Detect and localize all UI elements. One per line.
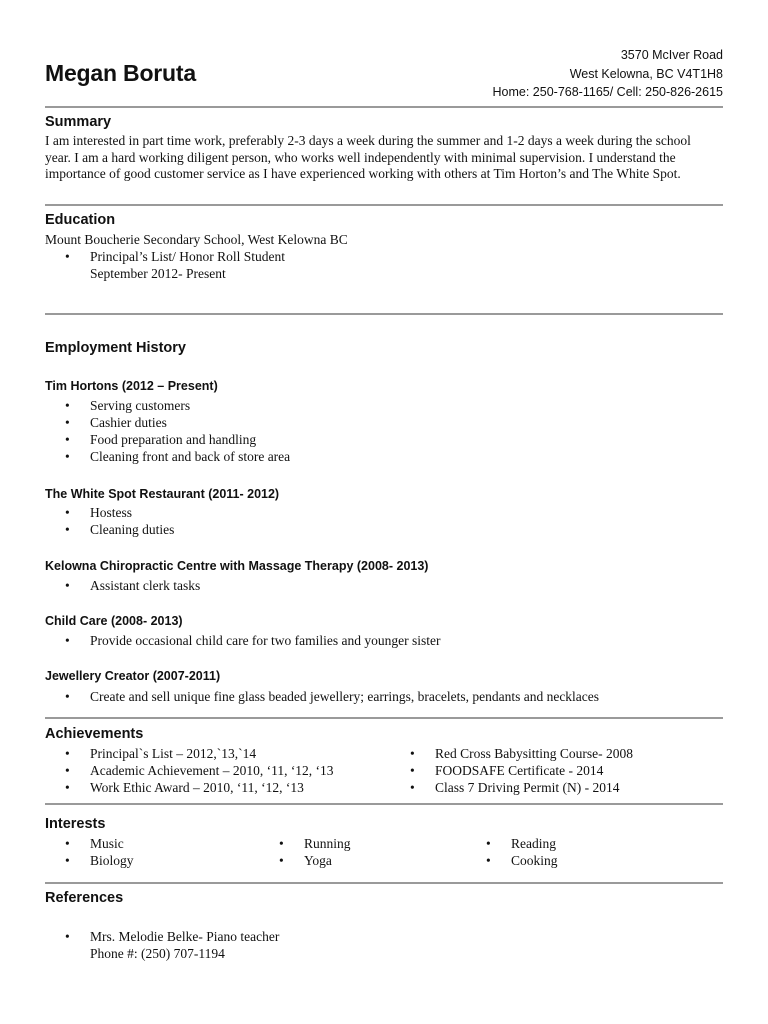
list-item: • Hostess [45,504,174,521]
interests-heading: Interests [45,816,106,832]
divider [45,803,723,805]
divider [45,106,723,108]
list-item: • Assistant clerk tasks [45,577,200,594]
interests-col-3 [466,835,558,869]
list-item: • Serving customers [45,397,290,414]
divider [45,882,723,884]
applicant-name: Megan Boruta [45,60,196,86]
interests-col-2 [259,835,351,869]
education-heading: Education [45,212,116,228]
phone-line: Home: 250-768-1165/ Cell: 250-826-2615 [492,85,723,99]
summary-line: year. I am a hard working diligent person, who works well independently with minimal supervision. I understand the [45,149,676,165]
divider [45,717,723,719]
list-item: • Cashier duties [45,414,290,431]
job-title: Child Care (2008- 2013) [45,614,183,628]
school-name: Mount Boucherie Secondary School, West Kelowna BC [45,232,348,247]
list-item: • Principal’s List/ Honor Roll Student [45,248,285,265]
job-duties [45,632,441,649]
education-list [45,248,285,265]
summary-line: I am interested in part time work, preferably 2-3 days a week during the summer and 1-2 days a week during the school [45,133,691,148]
divider [45,313,723,315]
divider [45,204,723,206]
reference-phone: Phone #: (250) 707-1194 [90,946,225,961]
job-duties [45,504,174,538]
job-title: Tim Hortons (2012 – Present) [45,379,218,393]
address-line-1: 3570 McIver Road [620,48,723,62]
job-duties [45,577,200,594]
list-item: • FOODSAFE Certificate - 2014 [390,762,633,779]
references-heading: References [45,890,124,906]
list-item: • Music [45,835,134,852]
list-item: • Mrs. Melodie Belke- Piano teacher [45,928,279,945]
list-item: • Reading [466,835,558,852]
summary-text [45,133,723,183]
list-item: • Running [259,835,351,852]
job-duties [45,688,599,705]
achievements-heading: Achievements [45,726,144,742]
list-item: • Class 7 Driving Permit (N) - 2014 [390,779,633,796]
list-item: • Food preparation and handling [45,431,290,448]
job-duties [45,397,290,465]
list-item: • Work Ethic Award – 2010, ‘11, ‘12, ‘13 [45,779,334,796]
list-item: • Academic Achievement – 2010, ‘11, ‘12, ‘13 [45,762,334,779]
list-item: • Cooking [466,852,558,869]
job-title: Kelowna Chiropractic Centre with Massage Therapy (2008- 2013) [45,559,429,573]
list-item: • Biology [45,852,134,869]
list-item: • Cleaning front and back of store area [45,448,290,465]
job-title: The White Spot Restaurant (2011- 2012) [45,487,280,501]
list-item: • Provide occasional child care for two families and younger sister [45,632,441,649]
summary-line: importance of good customer service as I have experienced working with others at Tim Horton’s and The White Spot. [45,166,681,181]
list-item: • Red Cross Babysitting Course- 2008 [390,745,633,762]
job-title: Jewellery Creator (2007-2011) [45,669,221,683]
list-item: • Cleaning duties [45,521,174,538]
address-line-2: West Kelowna, BC V4T1H8 [569,66,723,81]
list-item: • Principal`s List – 2012,`13,`14 [45,745,334,762]
summary-heading: Summary [45,114,112,130]
education-dates: September 2012- Present [90,266,226,281]
contact-block [493,46,723,102]
interests-col-1 [45,835,134,869]
achievements-right-list [390,745,633,796]
list-item: • Create and sell unique fine glass beaded jewellery; earrings, bracelets, pendants and necklaces [45,688,599,705]
employment-heading: Employment History [45,340,186,356]
achievements-left-list [45,745,334,796]
references-list [45,928,279,945]
list-item: • Yoga [259,852,351,869]
